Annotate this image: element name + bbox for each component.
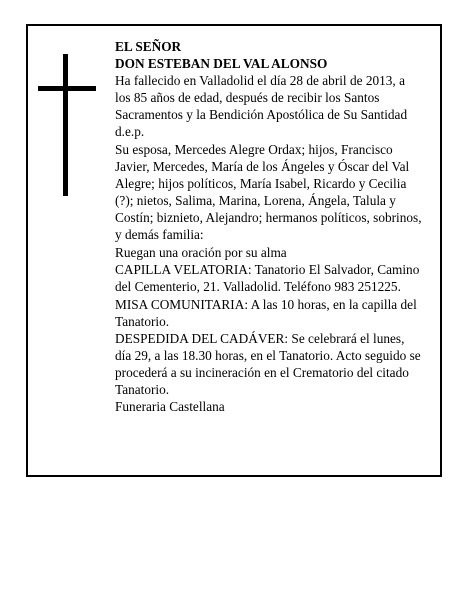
obituary-text xyxy=(115,38,423,415)
death-announcement: Ha fallecido en Valladolid el día 28 de abril de 2013, a los 85 años de edad, después de recibir los Santos Sacramentos y la Bendición Apostólica de Su Santidad d.e.p. xyxy=(115,73,408,139)
chapel-info: CAPILLA VELATORIA: Tanatorio El Salvador, Camino del Cementerio, 21. Valladolid. Teléfono 983 251225. xyxy=(115,262,420,294)
cross-icon xyxy=(38,54,96,196)
mass-info: MISA COMUNITARIA: A las 10 horas, en la capilla del Tanatorio. xyxy=(115,297,417,329)
cross-vertical-bar xyxy=(63,54,68,196)
funeral-home: Funeraria Castellana xyxy=(115,399,225,414)
family-list: Su esposa, Mercedes Alegre Ordax; hijos, Francisco Javier, Mercedes, María de los Ángeles y Óscar del Val Alegre; hijos políticos, María Isabel, Ricardo y Cecilia (?); nietos, Salima, Marina, Lorena, Ángela, Talula y Costín; biznieto, Alejandro; hermanos políticos, sobrinos, y demás familia: xyxy=(115,142,422,242)
farewell-info: DESPEDIDA DEL CADÁVER: Se celebrará el lunes, día 29, a las 18.30 horas, en el Tanatorio. Acto seguido se procederá a su incineración en el Crematorio del citado Tanatorio. xyxy=(115,331,421,397)
prayer-request: Ruegan una oración por su alma xyxy=(115,245,287,260)
deceased-name: DON ESTEBAN DEL VAL ALONSO xyxy=(115,56,328,71)
notice-title: EL SEÑOR xyxy=(115,39,182,54)
cross-horizontal-bar xyxy=(38,86,96,91)
